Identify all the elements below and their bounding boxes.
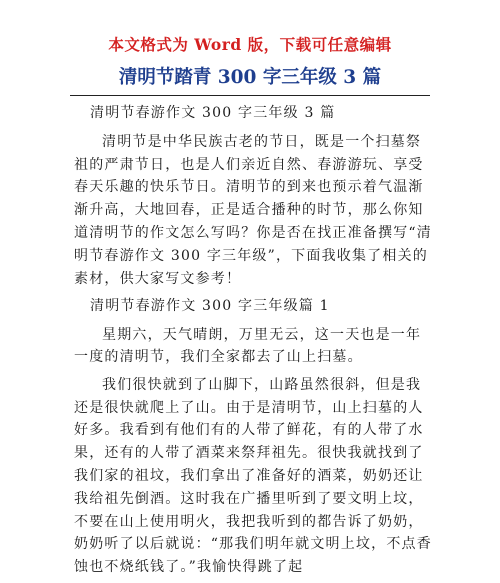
subtitle: 清明节春游作文 300 字三年级 3 篇 [90, 105, 336, 121]
document-body [74, 102, 436, 583]
paragraph-2: 我们很快就到了山脚下，山路虽然很斜，但是我还是很快就爬上了山。由于是清明节，山上扫墓的人好多。我看到有他们有的人带了鲜花，有的人带了水果，还有的人带了酒菜来祭拜祖先。很快我就找到了我们家的祖坟，我们拿出了准备好的酒菜，奶奶还让我给祖先倒酒。这时我在广播里听到了要文明上坟，不要在山上使用明火，我把我听到的都告诉了奶奶，奶奶听了以后就说：“那我们明年就文明上坟，不点香蚀也不烧纸钱了。”我愉快得跳了起 [74, 376, 432, 576]
paragraph-1: 星期六，天气晴朗，万里无云，这一天也是一年一度的清明节，我们全家都去了山上扫墓。 [74, 326, 422, 366]
section-heading: 清明节春游作文 300 字三年级篇 1 [90, 297, 330, 314]
document-title: 清明节踏青 300 字三年级 3 篇 [118, 67, 382, 88]
intro-paragraph: 清明节是中华民族古老的节日，既是一个扫墓祭祖的严肃节日，也是人们亲近自然、春游游玩、享受春天乐趣的快乐节日。清明节的到来也预示着气温渐渐升高，大地回春，正是适合播种的时节，那么你知道清明节的作文怎么写吗？你是否在找正准备撰写“清明节春游作文 300 字三年级”，下面我收集了相关的素材，供大家写文参考！ [74, 133, 432, 287]
format-banner: 本文格式为 Word 版，下载可任意编辑 [108, 35, 392, 54]
title-divider [70, 95, 430, 96]
